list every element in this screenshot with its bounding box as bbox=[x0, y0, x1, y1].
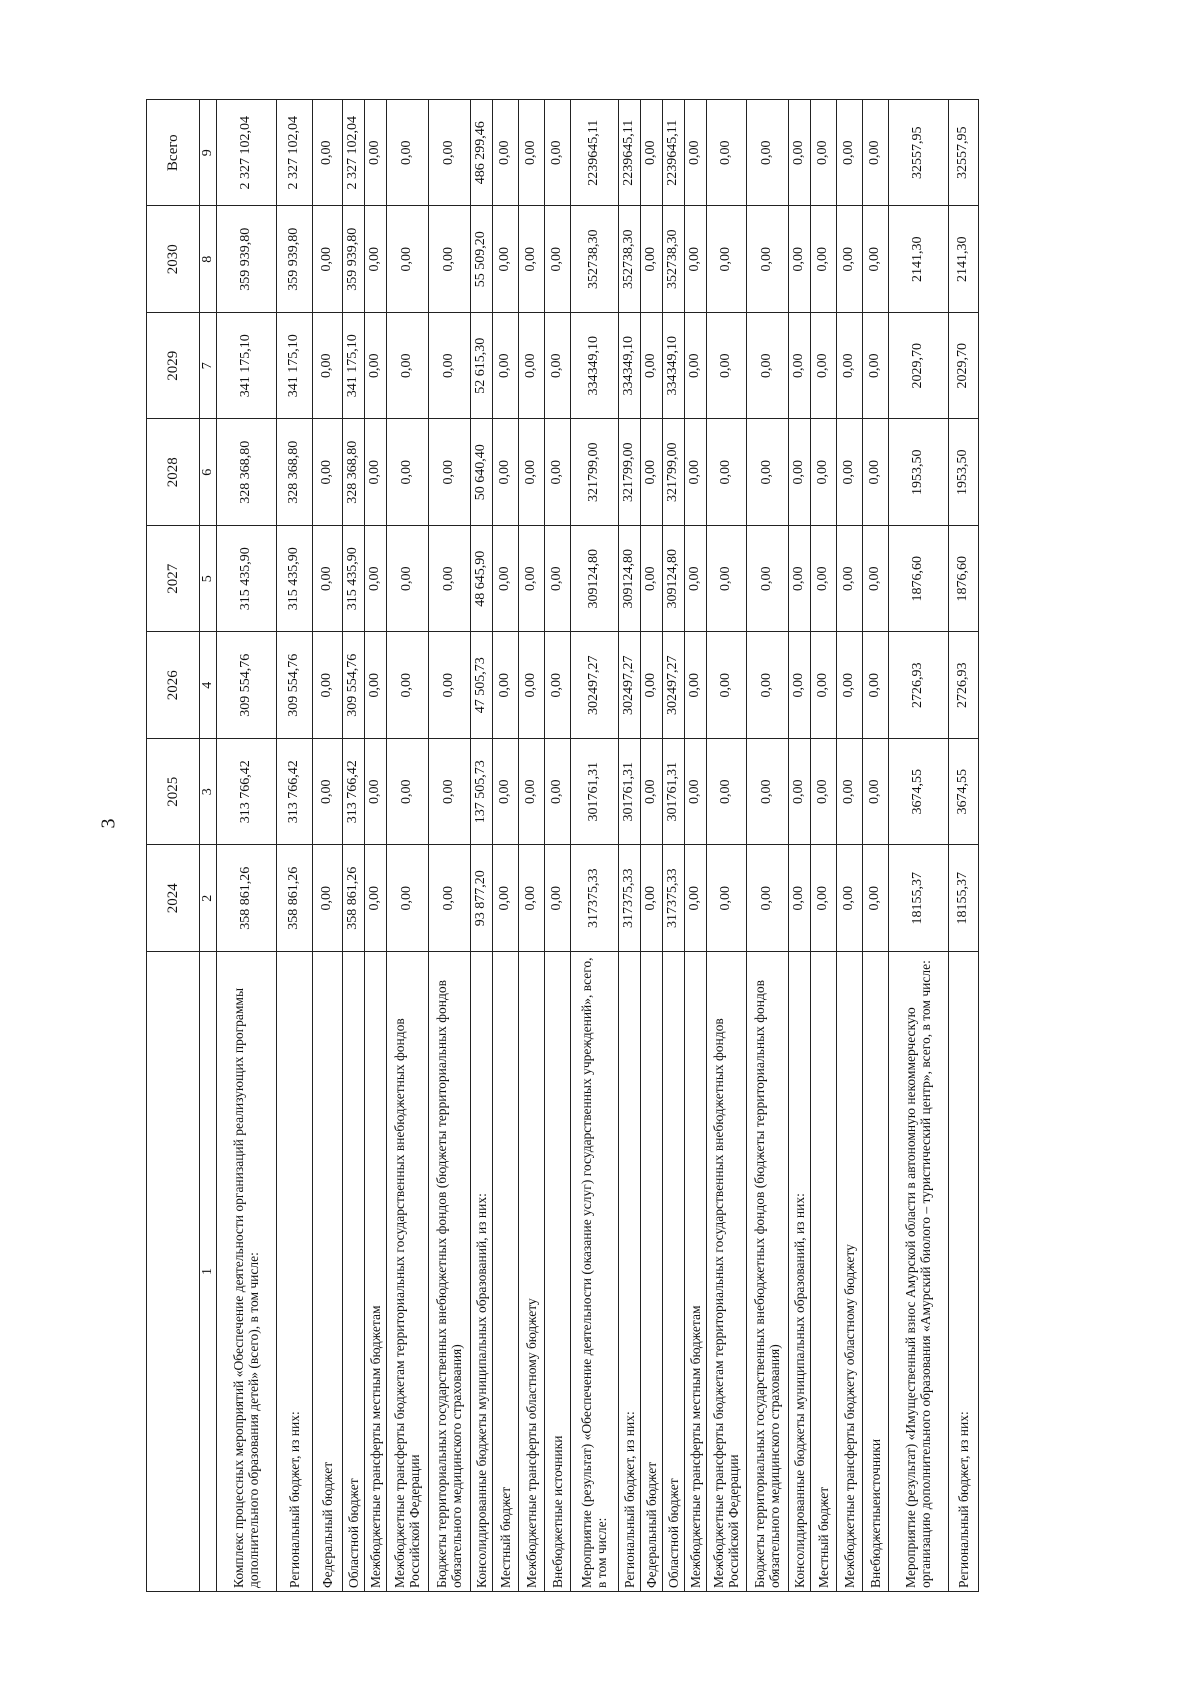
row-value-cell: 315 435,90 bbox=[276, 526, 312, 633]
table-row bbox=[640, 100, 662, 1592]
table-row bbox=[544, 100, 570, 1592]
row-value-cell: 0,00 bbox=[312, 419, 342, 526]
total-header-cell: Всего bbox=[147, 100, 200, 207]
table-row bbox=[618, 100, 640, 1592]
row-value-cell: 0,00 bbox=[862, 206, 888, 313]
row-value-cell: 0,00 bbox=[640, 739, 662, 846]
row-value-cell: 0,00 bbox=[518, 845, 544, 952]
row-value-cell: 0,00 bbox=[364, 632, 386, 739]
row-value-cell: 0,00 bbox=[544, 739, 570, 846]
row-total-cell: 0,00 bbox=[746, 100, 788, 207]
row-value-cell: 93 877,20 bbox=[470, 845, 492, 952]
row-value-cell: 0,00 bbox=[684, 845, 706, 952]
row-value-cell: 0,00 bbox=[862, 419, 888, 526]
row-value-cell: 0,00 bbox=[862, 526, 888, 633]
row-value-cell: 0,00 bbox=[312, 313, 342, 420]
row-value-cell: 0,00 bbox=[788, 739, 810, 846]
row-value-cell: 0,00 bbox=[640, 845, 662, 952]
table-row bbox=[662, 100, 684, 1592]
row-value-cell: 0,00 bbox=[788, 313, 810, 420]
row-value-cell: 358 861,26 bbox=[216, 845, 276, 952]
row-value-cell: 0,00 bbox=[386, 739, 428, 846]
row-value-cell: 0,00 bbox=[746, 206, 788, 313]
row-value-cell: 2029,70 bbox=[948, 313, 978, 420]
table-row bbox=[428, 100, 470, 1592]
row-value-cell: 18155,37 bbox=[888, 845, 948, 952]
row-value-cell: 302497,27 bbox=[570, 632, 618, 739]
row-value-cell: 137 505,73 bbox=[470, 739, 492, 846]
row-value-cell: 0,00 bbox=[492, 526, 518, 633]
row-value-cell: 0,00 bbox=[544, 845, 570, 952]
row-value-cell: 352738,30 bbox=[618, 206, 640, 313]
row-value-cell: 0,00 bbox=[836, 526, 862, 633]
row-value-cell: 302497,27 bbox=[662, 632, 684, 739]
table-row bbox=[888, 100, 948, 1592]
row-label-cell: Областной бюджет bbox=[342, 952, 364, 1592]
row-value-cell: 0,00 bbox=[492, 739, 518, 846]
row-label-cell: Комплекс процессных мероприятий «Обеспечение деятельности организаций реализующих программы дополнительного образования детей» (всего), в том числе: bbox=[216, 952, 276, 1592]
row-value-cell: 0,00 bbox=[518, 206, 544, 313]
row-label-cell: Внебюджетныеисточники bbox=[862, 952, 888, 1592]
row-label-cell: Региональный бюджет, из них: bbox=[276, 952, 312, 1592]
row-label-cell: Мероприятие (результат) «Обеспечение деятельности (оказание услуг) государственных учреждений», всего, в том числе: bbox=[570, 952, 618, 1592]
row-value-cell: 317375,33 bbox=[618, 845, 640, 952]
row-value-cell: 0,00 bbox=[386, 419, 428, 526]
column-index-cell: 1 bbox=[200, 952, 217, 1592]
row-total-cell: 0,00 bbox=[836, 100, 862, 207]
column-index-cell: 8 bbox=[200, 206, 217, 313]
row-value-cell: 317375,33 bbox=[570, 845, 618, 952]
row-value-cell: 0,00 bbox=[706, 313, 746, 420]
row-label-cell: Консолидированные бюджеты муниципальных образований, из них: bbox=[788, 952, 810, 1592]
row-value-cell: 0,00 bbox=[518, 739, 544, 846]
row-value-cell: 0,00 bbox=[836, 419, 862, 526]
table-row bbox=[312, 100, 342, 1592]
row-value-cell: 0,00 bbox=[684, 206, 706, 313]
row-value-cell: 0,00 bbox=[386, 526, 428, 633]
row-value-cell: 1953,50 bbox=[948, 419, 978, 526]
row-value-cell: 0,00 bbox=[428, 206, 470, 313]
row-total-cell: 2 327 102,04 bbox=[342, 100, 364, 207]
table-row bbox=[862, 100, 888, 1592]
row-value-cell: 0,00 bbox=[364, 313, 386, 420]
row-value-cell: 317375,33 bbox=[662, 845, 684, 952]
row-value-cell: 321799,00 bbox=[618, 419, 640, 526]
budget-table-rotated bbox=[146, 100, 1126, 1592]
row-value-cell: 0,00 bbox=[640, 313, 662, 420]
row-value-cell: 309 554,76 bbox=[276, 632, 312, 739]
row-value-cell: 309124,80 bbox=[618, 526, 640, 633]
column-index-cell: 4 bbox=[200, 632, 217, 739]
row-value-cell: 0,00 bbox=[862, 313, 888, 420]
row-value-cell: 0,00 bbox=[810, 206, 836, 313]
column-index-cell: 6 bbox=[200, 419, 217, 526]
row-value-cell: 0,00 bbox=[428, 526, 470, 633]
row-value-cell: 2141,30 bbox=[948, 206, 978, 313]
row-total-cell: 2239645,11 bbox=[570, 100, 618, 207]
row-label-cell: Областной бюджет bbox=[662, 952, 684, 1592]
row-value-cell: 0,00 bbox=[544, 419, 570, 526]
year-header-cell: 2027 bbox=[147, 526, 200, 633]
year-header-cell: 2029 bbox=[147, 313, 200, 420]
table-row bbox=[364, 100, 386, 1592]
row-value-cell: 0,00 bbox=[364, 206, 386, 313]
row-value-cell: 334349,10 bbox=[662, 313, 684, 420]
row-label-cell: Местный бюджет bbox=[810, 952, 836, 1592]
row-value-cell: 341 175,10 bbox=[216, 313, 276, 420]
row-value-cell: 0,00 bbox=[862, 632, 888, 739]
row-value-cell: 0,00 bbox=[706, 206, 746, 313]
row-value-cell: 0,00 bbox=[312, 739, 342, 846]
table-row bbox=[518, 100, 544, 1592]
row-value-cell: 309 554,76 bbox=[216, 632, 276, 739]
row-label-cell: Федеральный бюджет bbox=[640, 952, 662, 1592]
table-row bbox=[788, 100, 810, 1592]
row-value-cell: 0,00 bbox=[746, 313, 788, 420]
table-row bbox=[570, 100, 618, 1592]
row-value-cell: 0,00 bbox=[386, 632, 428, 739]
row-value-cell: 0,00 bbox=[836, 206, 862, 313]
year-header-cell: 2025 bbox=[147, 739, 200, 846]
row-value-cell: 315 435,90 bbox=[216, 526, 276, 633]
row-label-cell: Консолидированные бюджеты муниципальных образований, из них: bbox=[470, 952, 492, 1592]
table-row bbox=[386, 100, 428, 1592]
row-value-cell: 0,00 bbox=[428, 313, 470, 420]
row-value-cell: 341 175,10 bbox=[342, 313, 364, 420]
row-value-cell: 0,00 bbox=[836, 313, 862, 420]
column-index-cell: 9 bbox=[200, 100, 217, 207]
row-value-cell: 0,00 bbox=[706, 739, 746, 846]
row-value-cell: 0,00 bbox=[706, 526, 746, 633]
row-value-cell: 0,00 bbox=[364, 739, 386, 846]
row-value-cell: 0,00 bbox=[862, 739, 888, 846]
row-label-cell: Мероприятие (результат) «Имущественный взнос Амурской области в автономную некоммерческую организацию дополнительного образования «Амурский биолого – туристический центр», всего, в том числе: bbox=[888, 952, 948, 1592]
table-body bbox=[216, 100, 978, 1592]
row-value-cell: 18155,37 bbox=[948, 845, 978, 952]
row-value-cell: 0,00 bbox=[492, 845, 518, 952]
row-value-cell: 302497,27 bbox=[618, 632, 640, 739]
row-value-cell: 0,00 bbox=[684, 526, 706, 633]
row-value-cell: 0,00 bbox=[492, 419, 518, 526]
row-total-cell: 486 299,46 bbox=[470, 100, 492, 207]
row-value-cell: 309 554,76 bbox=[342, 632, 364, 739]
row-total-cell: 2239645,11 bbox=[618, 100, 640, 207]
row-value-cell: 0,00 bbox=[788, 419, 810, 526]
row-value-cell: 309124,80 bbox=[570, 526, 618, 633]
label-header-cell bbox=[147, 952, 200, 1592]
row-value-cell: 313 766,42 bbox=[276, 739, 312, 846]
row-value-cell: 341 175,10 bbox=[276, 313, 312, 420]
row-value-cell: 0,00 bbox=[810, 526, 836, 633]
row-value-cell: 0,00 bbox=[810, 632, 836, 739]
table-row bbox=[492, 100, 518, 1592]
row-label-cell: Межбюджетные трансферты местным бюджетам bbox=[684, 952, 706, 1592]
row-label-cell: Бюджеты территориальных государственных внебюджетных фондов (бюджеты территориальных фондов обязательного медицинского страхования) bbox=[746, 952, 788, 1592]
row-label-cell: Бюджеты территориальных государственных внебюджетных фондов (бюджеты территориальных фондов обязательного медицинского страхования) bbox=[428, 952, 470, 1592]
year-header-cell: 2028 bbox=[147, 419, 200, 526]
row-value-cell: 50 640,40 bbox=[470, 419, 492, 526]
row-label-cell: Внебюджетные источники bbox=[544, 952, 570, 1592]
row-value-cell: 2726,93 bbox=[888, 632, 948, 739]
row-value-cell: 48 645,90 bbox=[470, 526, 492, 633]
row-value-cell: 0,00 bbox=[810, 419, 836, 526]
row-value-cell: 0,00 bbox=[810, 313, 836, 420]
row-value-cell: 0,00 bbox=[836, 739, 862, 846]
row-value-cell: 1876,60 bbox=[888, 526, 948, 633]
table-row bbox=[706, 100, 746, 1592]
row-total-cell: 0,00 bbox=[518, 100, 544, 207]
row-value-cell: 313 766,42 bbox=[216, 739, 276, 846]
row-label-cell: Региональный бюджет, из них: bbox=[948, 952, 978, 1592]
table-row bbox=[216, 100, 276, 1592]
row-value-cell: 0,00 bbox=[836, 845, 862, 952]
row-value-cell: 1953,50 bbox=[888, 419, 948, 526]
row-value-cell: 301761,31 bbox=[618, 739, 640, 846]
page-number: 3 bbox=[97, 818, 120, 829]
row-value-cell: 359 939,80 bbox=[342, 206, 364, 313]
row-value-cell: 0,00 bbox=[640, 632, 662, 739]
year-header-cell: 2026 bbox=[147, 632, 200, 739]
row-total-cell: 2239645,11 bbox=[662, 100, 684, 207]
table-row bbox=[746, 100, 788, 1592]
table-row bbox=[342, 100, 364, 1592]
row-label-cell: Региональный бюджет, из них: bbox=[618, 952, 640, 1592]
row-value-cell: 0,00 bbox=[386, 845, 428, 952]
table-row bbox=[810, 100, 836, 1592]
row-value-cell: 313 766,42 bbox=[342, 739, 364, 846]
row-value-cell: 334349,10 bbox=[570, 313, 618, 420]
row-value-cell: 0,00 bbox=[364, 526, 386, 633]
row-value-cell: 52 615,30 bbox=[470, 313, 492, 420]
row-value-cell: 2141,30 bbox=[888, 206, 948, 313]
row-value-cell: 0,00 bbox=[788, 206, 810, 313]
row-value-cell: 358 861,26 bbox=[276, 845, 312, 952]
row-value-cell: 334349,10 bbox=[618, 313, 640, 420]
row-value-cell: 0,00 bbox=[492, 313, 518, 420]
column-index-cell: 5 bbox=[200, 526, 217, 633]
row-label-cell: Межбюджетные трансферты местным бюджетам bbox=[364, 952, 386, 1592]
row-value-cell: 0,00 bbox=[518, 526, 544, 633]
row-value-cell: 0,00 bbox=[746, 739, 788, 846]
row-total-cell: 0,00 bbox=[386, 100, 428, 207]
row-value-cell: 352738,30 bbox=[662, 206, 684, 313]
row-value-cell: 352738,30 bbox=[570, 206, 618, 313]
row-value-cell: 55 509,20 bbox=[470, 206, 492, 313]
row-value-cell: 0,00 bbox=[492, 206, 518, 313]
row-value-cell: 315 435,90 bbox=[342, 526, 364, 633]
row-value-cell: 0,00 bbox=[312, 206, 342, 313]
row-total-cell: 0,00 bbox=[364, 100, 386, 207]
row-total-cell: 0,00 bbox=[810, 100, 836, 207]
row-value-cell: 0,00 bbox=[640, 206, 662, 313]
row-value-cell: 0,00 bbox=[428, 419, 470, 526]
row-value-cell: 2029,70 bbox=[888, 313, 948, 420]
row-total-cell: 0,00 bbox=[428, 100, 470, 207]
row-value-cell: 0,00 bbox=[544, 206, 570, 313]
row-value-cell: 0,00 bbox=[788, 632, 810, 739]
row-value-cell: 0,00 bbox=[788, 845, 810, 952]
column-index-cell: 3 bbox=[200, 739, 217, 846]
year-header-cell: 2024 bbox=[147, 845, 200, 952]
table-row bbox=[836, 100, 862, 1592]
row-value-cell: 0,00 bbox=[544, 526, 570, 633]
row-total-cell: 2 327 102,04 bbox=[216, 100, 276, 207]
row-total-cell: 0,00 bbox=[312, 100, 342, 207]
budget-table bbox=[146, 99, 979, 1592]
table-row bbox=[948, 100, 978, 1592]
row-value-cell: 0,00 bbox=[428, 739, 470, 846]
row-value-cell: 0,00 bbox=[518, 632, 544, 739]
row-value-cell: 0,00 bbox=[386, 206, 428, 313]
row-value-cell: 0,00 bbox=[746, 632, 788, 739]
row-value-cell: 328 368,80 bbox=[342, 419, 364, 526]
row-value-cell: 0,00 bbox=[746, 526, 788, 633]
row-total-cell: 32557,95 bbox=[948, 100, 978, 207]
column-index-row bbox=[200, 100, 217, 1592]
row-value-cell: 0,00 bbox=[684, 739, 706, 846]
row-total-cell: 0,00 bbox=[862, 100, 888, 207]
row-value-cell: 0,00 bbox=[788, 526, 810, 633]
year-header-cell: 2030 bbox=[147, 206, 200, 313]
row-value-cell: 0,00 bbox=[312, 526, 342, 633]
row-value-cell: 0,00 bbox=[684, 632, 706, 739]
table-row bbox=[276, 100, 312, 1592]
row-total-cell: 0,00 bbox=[788, 100, 810, 207]
row-label-cell: Межбюджетные трансферты бюджетам территориальных государственных внебюджетных фондов Российской Федерации bbox=[706, 952, 746, 1592]
row-value-cell: 0,00 bbox=[684, 419, 706, 526]
row-value-cell: 0,00 bbox=[836, 632, 862, 739]
row-value-cell: 0,00 bbox=[312, 632, 342, 739]
row-value-cell: 0,00 bbox=[810, 845, 836, 952]
row-value-cell: 328 368,80 bbox=[216, 419, 276, 526]
row-value-cell: 359 939,80 bbox=[216, 206, 276, 313]
row-value-cell: 321799,00 bbox=[662, 419, 684, 526]
row-value-cell: 1876,60 bbox=[948, 526, 978, 633]
row-value-cell: 0,00 bbox=[364, 419, 386, 526]
row-value-cell: 0,00 bbox=[706, 632, 746, 739]
row-value-cell: 301761,31 bbox=[570, 739, 618, 846]
row-value-cell: 0,00 bbox=[428, 845, 470, 952]
row-value-cell: 0,00 bbox=[544, 313, 570, 420]
row-total-cell: 0,00 bbox=[544, 100, 570, 207]
row-total-cell: 0,00 bbox=[684, 100, 706, 207]
row-value-cell: 309124,80 bbox=[662, 526, 684, 633]
year-header-row bbox=[147, 100, 200, 1592]
row-value-cell: 0,00 bbox=[518, 313, 544, 420]
row-label-cell: Межбюджетные трансферты бюджетам территориальных государственных внебюджетных фондов Российской Федерации bbox=[386, 952, 428, 1592]
row-value-cell: 358 861,26 bbox=[342, 845, 364, 952]
row-value-cell: 0,00 bbox=[364, 845, 386, 952]
row-value-cell: 0,00 bbox=[862, 845, 888, 952]
column-index-cell: 2 bbox=[200, 845, 217, 952]
row-total-cell: 32557,95 bbox=[888, 100, 948, 207]
row-value-cell: 0,00 bbox=[312, 845, 342, 952]
row-total-cell: 0,00 bbox=[492, 100, 518, 207]
row-value-cell: 2726,93 bbox=[948, 632, 978, 739]
row-value-cell: 0,00 bbox=[640, 526, 662, 633]
row-label-cell: Федеральный бюджет bbox=[312, 952, 342, 1592]
row-total-cell: 2 327 102,04 bbox=[276, 100, 312, 207]
row-value-cell: 0,00 bbox=[386, 313, 428, 420]
row-value-cell: 0,00 bbox=[492, 632, 518, 739]
row-value-cell: 301761,31 bbox=[662, 739, 684, 846]
row-label-cell: Межбюджетные трансферты областному бюджету bbox=[518, 952, 544, 1592]
row-value-cell: 3674,55 bbox=[888, 739, 948, 846]
row-value-cell: 3674,55 bbox=[948, 739, 978, 846]
table-row bbox=[470, 100, 492, 1592]
row-value-cell: 359 939,80 bbox=[276, 206, 312, 313]
row-value-cell: 0,00 bbox=[746, 845, 788, 952]
row-value-cell: 0,00 bbox=[640, 419, 662, 526]
row-value-cell: 47 505,73 bbox=[470, 632, 492, 739]
row-label-cell: Местный бюджет bbox=[492, 952, 518, 1592]
row-value-cell: 0,00 bbox=[810, 739, 836, 846]
row-value-cell: 0,00 bbox=[706, 845, 746, 952]
row-value-cell: 0,00 bbox=[684, 313, 706, 420]
row-value-cell: 328 368,80 bbox=[276, 419, 312, 526]
row-label-cell: Межбюджетные трансферты бюджету областному бюджету bbox=[836, 952, 862, 1592]
row-value-cell: 321799,00 bbox=[570, 419, 618, 526]
row-value-cell: 0,00 bbox=[746, 419, 788, 526]
row-total-cell: 0,00 bbox=[640, 100, 662, 207]
column-index-cell: 7 bbox=[200, 313, 217, 420]
row-value-cell: 0,00 bbox=[706, 419, 746, 526]
row-value-cell: 0,00 bbox=[518, 419, 544, 526]
table-row bbox=[684, 100, 706, 1592]
row-value-cell: 0,00 bbox=[544, 632, 570, 739]
row-value-cell: 0,00 bbox=[428, 632, 470, 739]
row-total-cell: 0,00 bbox=[706, 100, 746, 207]
